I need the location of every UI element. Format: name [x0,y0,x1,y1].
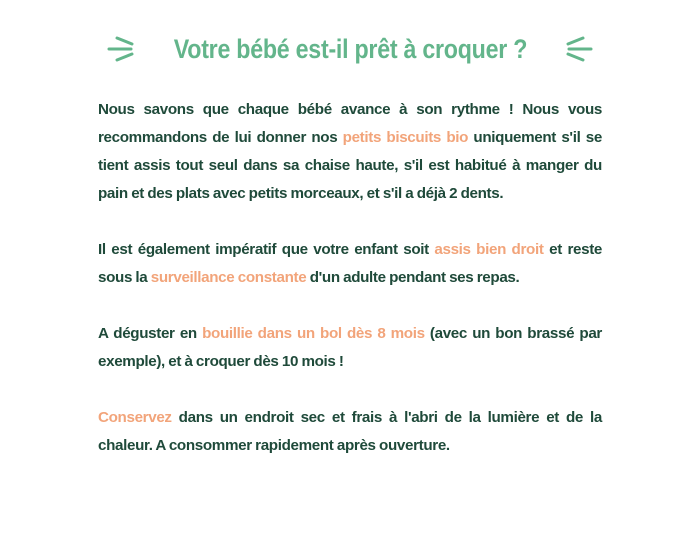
paragraph-storage [98,404,602,460]
page-title: Votre bébé est-il prêt à croquer ? [173,33,527,64]
paragraph-text: Nous savons que chaque bébé avance à son rythme ! Nous vous recommandons de lui donner nos [98,101,602,146]
highlight-bouillie: bouillie dans un bol dès 8 mois [202,325,425,342]
highlight-assis-bien-droit: assis bien droit [434,241,544,258]
paragraph-readiness [98,96,602,208]
paragraph-safety [98,236,602,292]
paragraph-text: d'un adulte pendant ses repas. [306,269,520,286]
sparkle-burst-right-icon [561,31,597,67]
content-body [98,96,602,488]
paragraph-serving [98,320,602,376]
highlight-petits-biscuits-bio: petits biscuits bio [342,129,469,146]
paragraph-text: et reste sous la [98,241,602,286]
sparkle-burst-left-icon [103,31,139,67]
paragraph-text: Il est également impératif que votre enfant soit [98,241,435,258]
paragraph-text: dans un endroit sec et frais à l'abri de la lumière et de la chaleur. A consommer rapidement après ouverture. [98,409,602,454]
highlight-surveillance-constante: surveillance constante [150,269,307,286]
title-row [0,26,700,72]
highlight-conservez: Conservez [98,409,172,426]
paragraph-text: A déguster en [98,325,203,342]
paragraph-text: (avec un bon brassé par exemple), et à croquer dès 10 mois ! [98,325,602,370]
paragraph-text: uniquement s'il se tient assis tout seul dans sa chaise haute, s'il est habitué à manger du pain et des plats avec petits morceaux, et s'il a déjà 2 dents. [98,129,602,202]
